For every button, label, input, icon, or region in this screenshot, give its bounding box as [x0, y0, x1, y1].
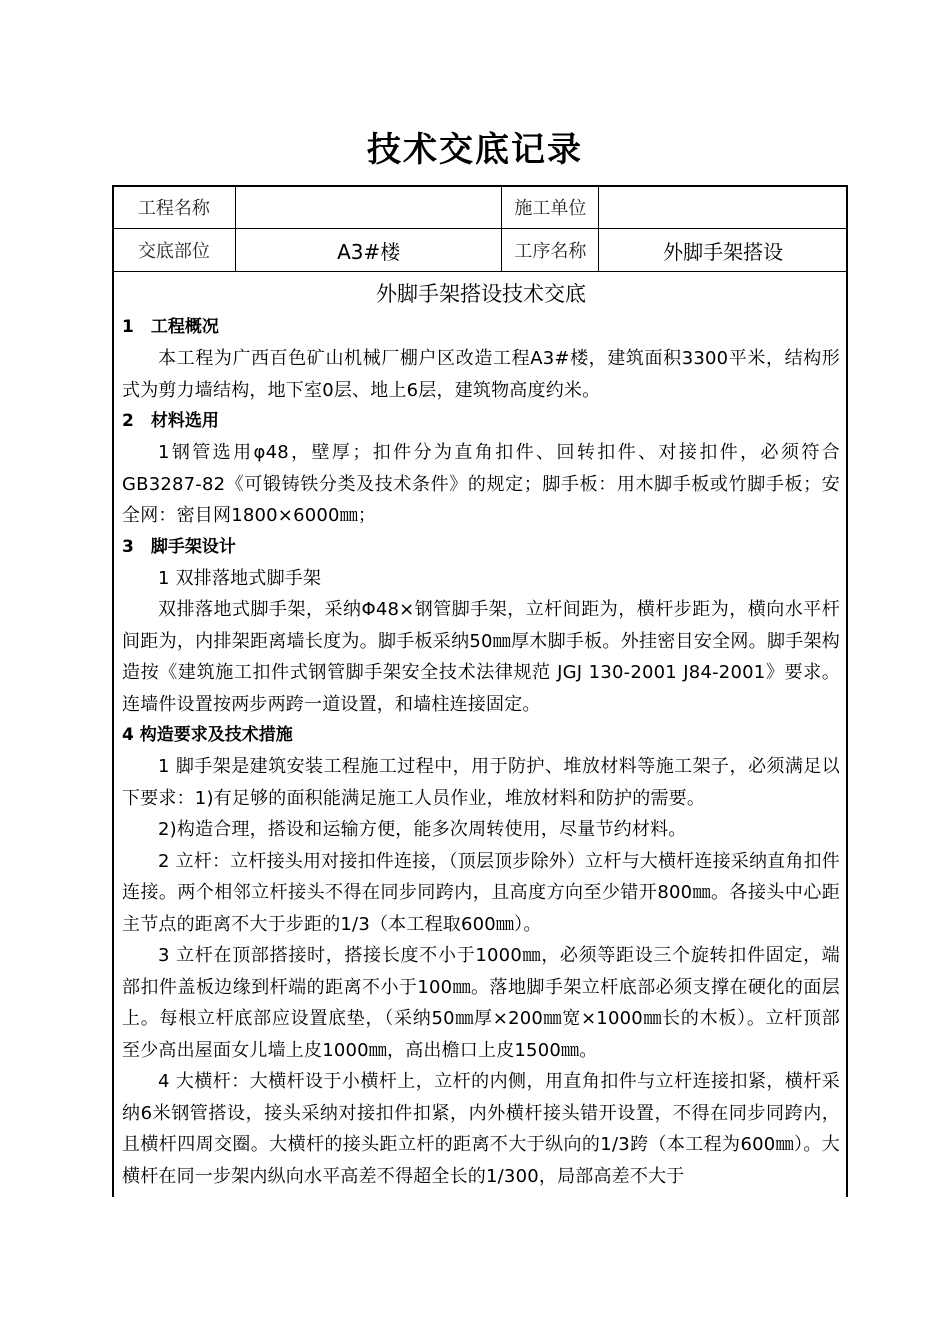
document-heading: 外脚手架搭设技术交底 [376, 282, 586, 306]
paragraph-overview: 本工程为广西百色矿山机械厂棚户区改造工程A3#楼，建筑面积3300平米，结构形式为剪力墙结构，地下室0层、地上6层，建筑物高度约米。 [122, 348, 840, 401]
paragraph-pole-top: 3 立杆在顶部搭接时，搭接长度不小于1000㎜，必须等距设三个旋转扣件固定，端部扣件盖板边缘到杆端的距离不小于100㎜。落地脚手架立杆底部必须支撑在硬化的面层上。每根立杆底部应设置底垫，（采纳50㎜厚×200㎜宽×1000㎜长的木板）。立杆顶部至少高出屋面女儿墙上皮1000㎜，高出檐口上皮1500㎜。 [122, 945, 840, 1061]
project-name-label: 工程名称 [113, 186, 236, 229]
project-name-value [235, 186, 502, 229]
page-title: 技术交底记录 [367, 130, 583, 170]
meta-row-2 [113, 229, 848, 272]
process-label: 工序名称 [502, 229, 599, 272]
paragraph-ledger: 4 大横杆：大横杆设于小横杆上，立杆的内侧，用直角扣件与立杆连接扣紧，横杆采纳6米钢管搭设，接头采纳对接扣件扣紧，内外横杆接头错开设置，不得在同步同跨内，且横杆四周交圈。大横杆的接头距立杆的距离不大于纵向的1/3跨（本工程为600㎜）。大横杆在同一步架内纵向水平高差不得超全长的1/300，局部高差不大于 [122, 1071, 840, 1187]
contractor-label: 施工单位 [502, 186, 599, 229]
meta-table [112, 185, 848, 272]
paragraph-structure: 2)构造合理，搭设和运输方便，能多次周转使用，尽量节约材料。 [158, 819, 687, 840]
paragraph-upright-pole: 2 立杆：立杆接头用对接扣件连接，（顶层顶步除外）立杆与大横杆连接采纳直角扣件连接。两个相邻立杆接头不得在同步同跨内，且高度方向至少错开800㎜。各接头中心距主节点的距离不大于步距的1/3（本工程取600㎜）。 [122, 850, 840, 935]
section-heading-overview: 1 工程概况 [122, 317, 219, 337]
paragraph-requirements: 1 脚手架是建筑安装工程施工过程中，用于防护、堆放材料等施工架子，必须满足以下要求：1)有足够的面积能满足施工人员作业，堆放材料和防护的需要。 [122, 756, 840, 809]
subheading-double-row: 1 双排落地式脚手架 [158, 567, 322, 589]
document-body [122, 276, 840, 1192]
location-value: A3#楼 [235, 229, 502, 272]
paragraph-materials: 1钢管选用φ48，壁厚；扣件分为直角扣件、回转扣件、对接扣件，必须符合GB3287-82《可锻铸铁分类及技术条件》的规定；脚手板：用木脚手板或竹脚手板；安全网：密目网1800×6000㎜； [122, 442, 840, 526]
section-heading-construction: 4 构造要求及技术措施 [122, 725, 293, 745]
section-heading-materials: 2 材料选用 [122, 411, 219, 431]
process-value: 外脚手架搭设 [599, 229, 848, 272]
paragraph-design: 双排落地式脚手架，采纳Φ48×钢管脚手架，立杆间距为，横杆步距为，横向水平杆间距为，内排架距离墙长度为。脚手板采纳50㎜厚木脚手板。外挂密目安全网。脚手架构造按《建筑施工扣件式钢管脚手架安全技术法律规范 JGJ 130-2001 J84-2001》要求。连墙件设置按两步两跨一道设置，和墙柱连接固定。 [122, 599, 840, 715]
section-heading-design: 3 脚手架设计 [122, 536, 236, 557]
contractor-value [599, 186, 848, 229]
location-label: 交底部位 [113, 229, 236, 272]
meta-row-1 [113, 186, 848, 229]
